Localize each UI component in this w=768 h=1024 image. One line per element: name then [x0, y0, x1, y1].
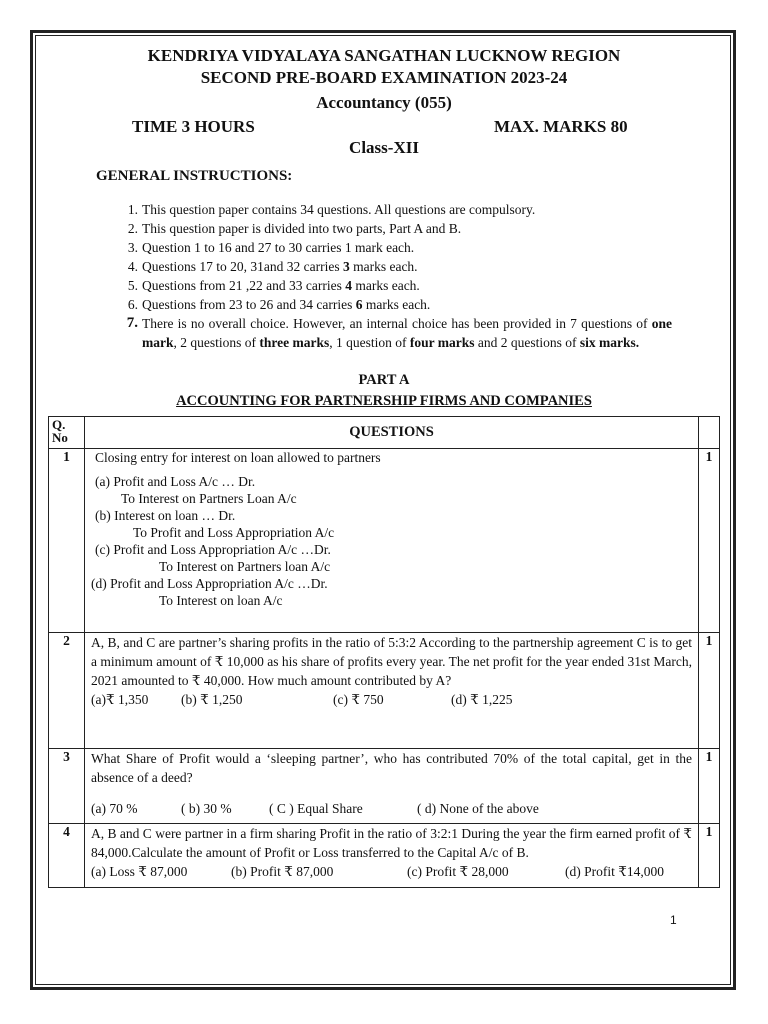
table-header-row	[49, 417, 720, 449]
option-a: (a) Profit and Loss A/c … Dr.	[95, 474, 256, 489]
table-row	[49, 824, 720, 888]
question-text: A, B, and C are partner’s sharing profits in the ratio of 5:3:2 According to the partnership agreement C is to get a minimum amount of ₹ 10,000 as his share of profits every year. The net profit for the year ended 31st March, 2021 amounted to ₹ 40,000. How much amount contributed by A?	[91, 635, 692, 688]
part-title: ACCOUNTING FOR PARTNERSHIP FIRMS AND COMPANIES	[176, 393, 592, 409]
option-c: (c) Profit and Loss Appropriation A/c …Dr.	[95, 542, 331, 557]
option: (c) ₹ 750	[333, 692, 384, 707]
questions-header: QUESTIONS	[85, 417, 699, 449]
option: (a)₹ 1,350	[91, 692, 149, 707]
table-row	[49, 633, 720, 749]
question-cell	[85, 749, 699, 824]
options-row	[91, 690, 692, 710]
page-number: 1	[670, 913, 677, 927]
question-marks: 1	[699, 749, 720, 824]
option: (d) ₹ 1,225	[451, 692, 513, 707]
option: (b) Profit ₹ 87,000	[231, 864, 334, 879]
instruction-item: 1. This question paper contains 34 questions. All questions are compulsory.	[127, 202, 536, 217]
option: ( d) None of the above	[417, 801, 539, 816]
question-number: 1	[49, 449, 85, 633]
max-marks-label: MAX. MARKS 80	[494, 117, 628, 136]
options-row	[91, 862, 692, 882]
option: (a) Loss ₹ 87,000	[91, 864, 188, 879]
question-text: Closing entry for interest on loan allowed to partners	[95, 450, 381, 465]
qno-header: Q. No	[49, 417, 85, 449]
option: (a) 70 %	[91, 801, 138, 816]
question-marks: 1	[699, 633, 720, 749]
question-marks: 1	[699, 824, 720, 888]
question-text: A, B and C were partner in a firm sharing Profit in the ratio of 3:2:1 During the year the firm earned profit of ₹ 84,000.Calculate the amount of Profit or Loss transferred to the Capital A/c of B.	[91, 826, 692, 860]
instruction-item: 2. This question paper is divided into two parts, Part A and B.	[127, 221, 462, 236]
class-label: Class-XII	[349, 138, 419, 157]
question-text: What Share of Profit would a ‘sleeping partner’, who has contributed 70% of the total capital, get in the absence of a deed?	[91, 751, 692, 785]
instruction-item: 5. Questions from 21 ,22 and 33 carries 4 marks each.	[127, 278, 420, 293]
subject-title: Accountancy (055)	[316, 93, 452, 112]
instruction-item: 4. Questions 17 to 20, 31and 32 carries 3 marks each.	[127, 259, 418, 274]
question-marks: 1	[699, 449, 720, 633]
option-d-credit: To Interest on loan A/c	[159, 593, 283, 608]
options-row	[91, 799, 692, 819]
exam-title: SECOND PRE-BOARD EXAMINATION 2023-24	[200, 68, 568, 87]
question-number: 4	[49, 824, 85, 888]
option-d: (d) Profit and Loss Appropriation A/c …Dr.	[91, 576, 328, 591]
option-c-credit: To Interest on Partners loan A/c	[159, 559, 331, 574]
question-cell	[85, 449, 699, 633]
option: (b) ₹ 1,250	[181, 692, 243, 707]
question-cell	[85, 633, 699, 749]
option-b-credit: To Profit and Loss Appropriation A/c	[133, 525, 335, 540]
instructions-list	[126, 200, 672, 352]
table-row	[49, 749, 720, 824]
instruction-item: 7. There is no overall choice. However, an internal choice has been provided in 7 questions of one mark, 2 questions of three marks, 1 question of four marks and 2 questions of six marks.	[126, 315, 672, 350]
option: ( C ) Equal Share	[269, 801, 363, 816]
option: ( b) 30 %	[181, 801, 232, 816]
part-label: PART A	[358, 372, 410, 388]
option: (c) Profit ₹ 28,000	[407, 864, 509, 879]
marks-header	[699, 417, 720, 449]
questions-table	[48, 416, 720, 888]
table-row	[49, 449, 720, 633]
question-number: 2	[49, 633, 85, 749]
instruction-item: 3. Question 1 to 16 and 27 to 30 carries 1 mark each.	[127, 240, 415, 255]
option-a-credit: To Interest on Partners Loan A/c	[121, 491, 297, 506]
question-cell	[85, 824, 699, 888]
question-number: 3	[49, 749, 85, 824]
option: (d) Profit ₹14,000	[565, 864, 664, 879]
instruction-item: 6. Questions from 23 to 26 and 34 carries 6 marks each.	[127, 297, 431, 312]
time-label: TIME 3 HOURS	[132, 117, 255, 136]
instructions-heading: GENERAL INSTRUCTIONS:	[96, 168, 293, 184]
option-b: (b) Interest on loan … Dr.	[95, 508, 236, 523]
org-title: KENDRIYA VIDYALAYA SANGATHAN LUCKNOW REGION	[147, 46, 621, 65]
